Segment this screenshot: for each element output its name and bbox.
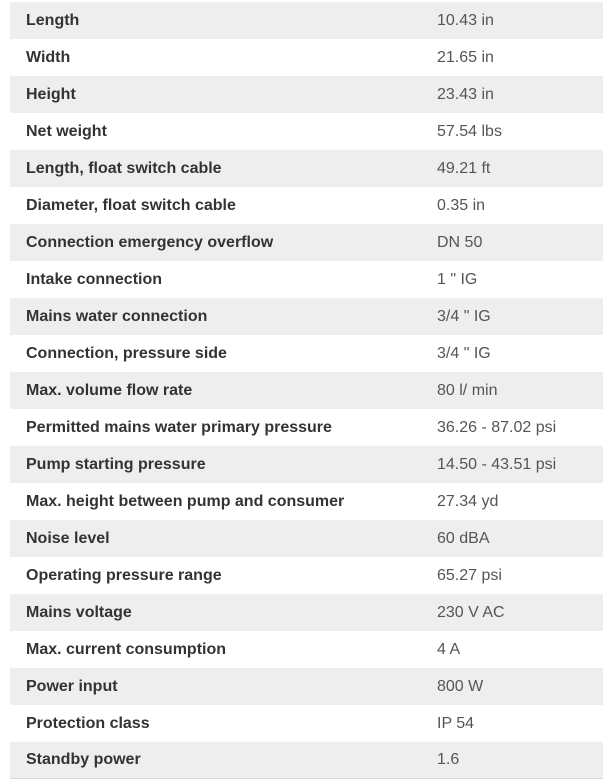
spec-label: Max. volume flow rate	[26, 381, 193, 399]
spec-value: 60 dBA	[437, 529, 490, 547]
spec-value: 230 V AC	[437, 603, 505, 621]
spec-label: Max. height between pump and consumer	[26, 492, 345, 510]
spec-label: Max. current consumption	[26, 640, 227, 658]
spec-row-max-height-pump-consumer	[10, 483, 603, 520]
spec-value: 1.6	[437, 751, 460, 768]
spec-label: Standby power	[26, 751, 141, 768]
spec-value: 36.26 - 87.02 psi	[437, 418, 557, 436]
spec-label: Permitted mains water primary pressure	[26, 418, 332, 436]
spec-label: Mains voltage	[26, 603, 132, 621]
spec-label: Length, float switch cable	[26, 159, 222, 177]
spec-label: Length	[26, 11, 80, 29]
spec-label: Net weight	[26, 122, 107, 140]
spec-row-power-input	[10, 668, 603, 705]
spec-label: Diameter, float switch cable	[26, 196, 236, 214]
spec-row-operating-pressure-range	[10, 557, 603, 594]
spec-value: 1 " IG	[437, 270, 478, 288]
spec-label: Connection, pressure side	[26, 344, 227, 362]
spec-label: Power input	[26, 677, 118, 695]
spec-row-pump-starting-pressure	[10, 446, 603, 483]
spec-row-intake-connection	[10, 261, 603, 298]
spec-value: 0.35 in	[437, 196, 486, 214]
spec-label: Protection class	[26, 714, 150, 732]
spec-label: Noise level	[26, 529, 110, 547]
spec-label: Pump starting pressure	[26, 455, 206, 473]
spec-value: 3/4 " IG	[437, 344, 491, 362]
spec-row-height	[10, 76, 603, 113]
spec-row-noise-level	[10, 520, 603, 557]
spec-label: Connection emergency overflow	[26, 233, 274, 251]
spec-value: IP 54	[437, 714, 475, 732]
spec-value: 3/4 " IG	[437, 307, 491, 325]
spec-value: 65.27 psi	[437, 566, 502, 584]
spec-value: 21.65 in	[437, 48, 494, 66]
spec-label: Width	[26, 48, 71, 66]
spec-value: 27.34 yd	[437, 492, 499, 510]
spec-row-standby-power	[10, 742, 603, 779]
spec-value: 14.50 - 43.51 psi	[437, 455, 557, 473]
spec-table	[10, 2, 603, 779]
spec-value: 49.21 ft	[437, 159, 491, 177]
spec-row-pressure-side-connection	[10, 335, 603, 372]
spec-label: Mains water connection	[26, 307, 208, 325]
spec-row-mains-voltage	[10, 594, 603, 631]
spec-row-width	[10, 39, 603, 76]
spec-row-mains-water-connection	[10, 298, 603, 335]
spec-row-max-volume-flow-rate	[10, 372, 603, 409]
spec-value: 10.43 in	[437, 11, 494, 29]
spec-label: Height	[26, 85, 76, 103]
spec-value: 800 W	[437, 677, 484, 695]
spec-label: Intake connection	[26, 270, 163, 288]
spec-value: 57.54 lbs	[437, 122, 502, 140]
spec-value: DN 50	[437, 233, 483, 251]
spec-value: 4 A	[437, 640, 461, 658]
spec-value: 23.43 in	[437, 85, 494, 103]
spec-row-max-current-consumption	[10, 631, 603, 668]
spec-label: Operating pressure range	[26, 566, 222, 584]
spec-value: 80 l/ min	[437, 381, 498, 399]
spec-row-length	[10, 2, 603, 39]
spec-row-mains-water-primary-pressure	[10, 409, 603, 446]
spec-row-float-switch-cable-length	[10, 150, 603, 187]
spec-row-emergency-overflow	[10, 224, 603, 261]
spec-row-net-weight	[10, 113, 603, 150]
spec-row-protection-class	[10, 705, 603, 742]
spec-row-float-switch-cable-diameter	[10, 187, 603, 224]
